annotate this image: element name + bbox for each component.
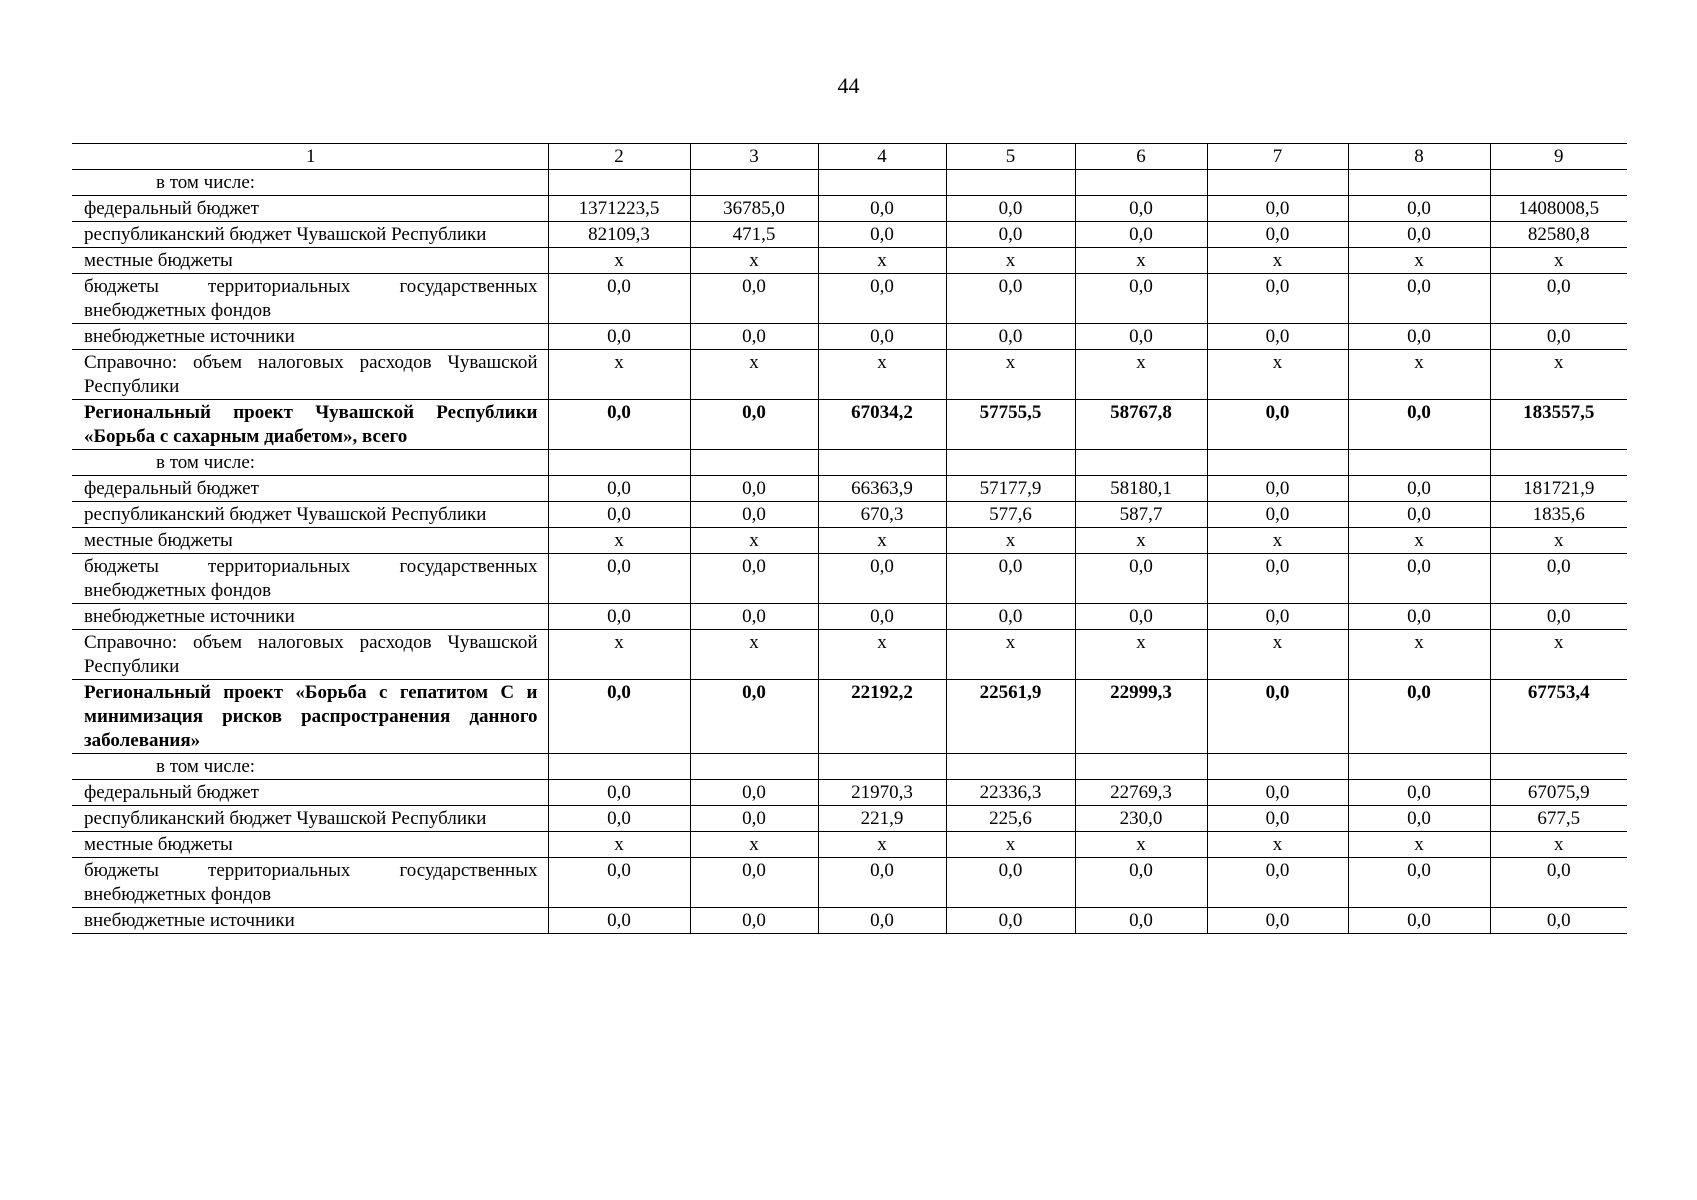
value-cell [1207,170,1348,196]
value-cell: 0,0 [1490,554,1627,604]
value-cell: х [690,630,818,680]
table-row [72,274,1627,324]
value-cell: 0,0 [548,324,690,350]
value-cell: 0,0 [690,476,818,502]
value-cell: 0,0 [1207,196,1348,222]
value-cell: 0,0 [818,324,946,350]
value-cell: 0,0 [1348,196,1490,222]
value-cell: 82109,3 [548,222,690,248]
table-row [72,324,1627,350]
value-cell: 0,0 [1207,222,1348,248]
value-cell: х [1348,630,1490,680]
value-cell [946,754,1075,780]
row-label: республиканский бюджет Чувашской Республики [72,502,548,528]
value-cell: х [1490,630,1627,680]
value-cell: 0,0 [818,858,946,908]
value-cell: 0,0 [1348,400,1490,450]
table-row [72,222,1627,248]
value-cell: 0,0 [1207,324,1348,350]
table-row [72,554,1627,604]
value-cell: 0,0 [1075,324,1207,350]
value-cell: х [548,528,690,554]
value-cell: 183557,5 [1490,400,1627,450]
value-cell: 0,0 [1348,780,1490,806]
table-row [72,908,1627,934]
value-cell: 0,0 [690,858,818,908]
value-cell: х [1207,248,1348,274]
value-cell: 670,3 [818,502,946,528]
value-cell: х [690,832,818,858]
value-cell: 22192,2 [818,680,946,754]
value-cell: 0,0 [1348,554,1490,604]
budget-table [72,143,1627,934]
value-cell: 67034,2 [818,400,946,450]
row-label: в том числе: [72,170,548,196]
value-cell: х [1075,248,1207,274]
value-cell: 0,0 [1207,554,1348,604]
value-cell: 0,0 [1348,806,1490,832]
value-cell [1075,754,1207,780]
value-cell: х [818,630,946,680]
column-header: 7 [1207,144,1348,170]
value-cell: х [946,248,1075,274]
value-cell: 57755,5 [946,400,1075,450]
value-cell: 0,0 [1348,680,1490,754]
value-cell: 57177,9 [946,476,1075,502]
value-cell: 0,0 [946,274,1075,324]
column-header: 2 [548,144,690,170]
value-cell: 67075,9 [1490,780,1627,806]
table-row [72,604,1627,630]
value-cell: 0,0 [1490,858,1627,908]
value-cell: 0,0 [690,680,818,754]
value-cell: 22769,3 [1075,780,1207,806]
value-cell [1207,450,1348,476]
value-cell: 21970,3 [818,780,946,806]
value-cell: 221,9 [818,806,946,832]
row-label: Справочно: объем налоговых расходов Чувашской Республики [72,630,548,680]
value-cell: х [1490,248,1627,274]
value-cell: 36785,0 [690,196,818,222]
row-label: бюджеты территориальных государственных внебюджетных фондов [72,274,548,324]
table-row [72,858,1627,908]
row-label: местные бюджеты [72,528,548,554]
value-cell: 0,0 [690,604,818,630]
table-body [72,144,1627,934]
value-cell [690,450,818,476]
value-cell: 0,0 [946,604,1075,630]
row-label: Справочно: объем налоговых расходов Чувашской Республики [72,350,548,400]
table-row [72,350,1627,400]
value-cell: 0,0 [1348,222,1490,248]
value-cell: 0,0 [946,554,1075,604]
value-cell [818,450,946,476]
table-row-subheading [72,170,1627,196]
value-cell: 0,0 [690,806,818,832]
value-cell: х [1348,528,1490,554]
value-cell: 0,0 [1207,858,1348,908]
table-row [72,780,1627,806]
value-cell: 0,0 [690,502,818,528]
value-cell: 67753,4 [1490,680,1627,754]
value-cell: 22336,3 [946,780,1075,806]
value-cell: 0,0 [818,196,946,222]
value-cell: 0,0 [818,604,946,630]
table-row-project-total [72,680,1627,754]
row-label: федеральный бюджет [72,780,548,806]
value-cell [946,450,1075,476]
value-cell: 0,0 [690,400,818,450]
row-label: федеральный бюджет [72,196,548,222]
value-cell: 58180,1 [1075,476,1207,502]
value-cell [1348,754,1490,780]
value-cell: х [1207,528,1348,554]
row-label: в том числе: [72,450,548,476]
value-cell: 0,0 [690,908,818,934]
value-cell: х [818,350,946,400]
value-cell: х [818,832,946,858]
value-cell: х [1348,832,1490,858]
table-row [72,248,1627,274]
value-cell: 0,0 [548,476,690,502]
value-cell [1490,170,1627,196]
table-row [72,630,1627,680]
value-cell: х [1075,832,1207,858]
table-row [72,196,1627,222]
value-cell: х [1490,350,1627,400]
value-cell: 0,0 [690,554,818,604]
value-cell: х [1348,350,1490,400]
value-cell: 0,0 [548,502,690,528]
value-cell [1348,450,1490,476]
value-cell [946,170,1075,196]
value-cell: 0,0 [548,554,690,604]
row-label: внебюджетные источники [72,604,548,630]
value-cell: х [1490,832,1627,858]
column-header: 9 [1490,144,1627,170]
row-label: в том числе: [72,754,548,780]
value-cell: х [946,350,1075,400]
value-cell: 230,0 [1075,806,1207,832]
value-cell: 0,0 [1075,908,1207,934]
value-cell: 0,0 [946,196,1075,222]
value-cell: 0,0 [1348,476,1490,502]
value-cell: х [1075,350,1207,400]
value-cell: 0,0 [690,274,818,324]
value-cell: 0,0 [1490,908,1627,934]
column-header: 8 [1348,144,1490,170]
value-cell: 0,0 [1490,274,1627,324]
value-cell: 0,0 [1075,604,1207,630]
value-cell: 0,0 [548,780,690,806]
value-cell [1490,754,1627,780]
value-cell: 0,0 [1075,554,1207,604]
row-label: внебюджетные источники [72,908,548,934]
value-cell: 0,0 [818,274,946,324]
value-cell: 181721,9 [1490,476,1627,502]
row-label: бюджеты территориальных государственных внебюджетных фондов [72,554,548,604]
table-row [72,528,1627,554]
value-cell: х [946,832,1075,858]
value-cell [1075,450,1207,476]
value-cell: х [548,350,690,400]
column-header: 3 [690,144,818,170]
value-cell [818,754,946,780]
value-cell: х [548,832,690,858]
value-cell: 22999,3 [1075,680,1207,754]
row-label: внебюджетные источники [72,324,548,350]
value-cell: 0,0 [818,554,946,604]
value-cell: 0,0 [548,806,690,832]
value-cell: 1371223,5 [548,196,690,222]
value-cell: 0,0 [1207,780,1348,806]
table-row-subheading [72,450,1627,476]
value-cell: 0,0 [946,222,1075,248]
column-header: 6 [1075,144,1207,170]
value-cell: х [690,248,818,274]
value-cell [818,170,946,196]
value-cell: х [548,630,690,680]
value-cell: 471,5 [690,222,818,248]
value-cell: 0,0 [548,858,690,908]
value-cell: 1835,6 [1490,502,1627,528]
value-cell: 577,6 [946,502,1075,528]
value-cell: 0,0 [1348,324,1490,350]
value-cell [1490,450,1627,476]
value-cell: 0,0 [1207,908,1348,934]
value-cell: 0,0 [1348,274,1490,324]
table-row [72,832,1627,858]
value-cell: 0,0 [1490,324,1627,350]
value-cell: х [1490,528,1627,554]
value-cell: х [946,528,1075,554]
row-label: местные бюджеты [72,248,548,274]
value-cell: 0,0 [946,324,1075,350]
value-cell [548,450,690,476]
value-cell: 0,0 [1348,908,1490,934]
table-row [72,476,1627,502]
value-cell: х [1207,350,1348,400]
value-cell: 0,0 [1075,274,1207,324]
value-cell: х [1075,528,1207,554]
value-cell: х [690,350,818,400]
value-cell: х [1348,248,1490,274]
value-cell: 0,0 [818,908,946,934]
value-cell: 0,0 [1207,680,1348,754]
value-cell [1075,170,1207,196]
value-cell: 0,0 [946,858,1075,908]
table-row-subheading [72,754,1627,780]
value-cell: 0,0 [548,604,690,630]
value-cell: 677,5 [1490,806,1627,832]
row-label: федеральный бюджет [72,476,548,502]
value-cell: 0,0 [1207,274,1348,324]
value-cell [548,754,690,780]
value-cell: 0,0 [946,908,1075,934]
value-cell [548,170,690,196]
value-cell: 0,0 [1075,222,1207,248]
value-cell: 587,7 [1075,502,1207,528]
table-row [72,502,1627,528]
table-row [72,806,1627,832]
value-cell: 0,0 [1075,858,1207,908]
value-cell: 0,0 [548,908,690,934]
value-cell: х [1207,832,1348,858]
value-cell: 0,0 [548,274,690,324]
value-cell: 0,0 [690,324,818,350]
value-cell: 0,0 [1348,502,1490,528]
column-header: 4 [818,144,946,170]
value-cell: 0,0 [1207,476,1348,502]
row-label: местные бюджеты [72,832,548,858]
value-cell: х [818,528,946,554]
value-cell: 22561,9 [946,680,1075,754]
value-cell: 0,0 [548,400,690,450]
value-cell: х [1207,630,1348,680]
value-cell [1207,754,1348,780]
column-header: 5 [946,144,1075,170]
value-cell: 0,0 [1207,604,1348,630]
page-number: 44 [837,73,860,98]
value-cell: 0,0 [1490,604,1627,630]
column-header: 1 [72,144,548,170]
value-cell: 66363,9 [818,476,946,502]
value-cell: 0,0 [690,780,818,806]
value-cell [690,754,818,780]
row-label: республиканский бюджет Чувашской Республики [72,222,548,248]
row-label: бюджеты территориальных государственных внебюджетных фондов [72,858,548,908]
value-cell: 0,0 [818,222,946,248]
table-row-project-total [72,400,1627,450]
value-cell: 0,0 [1075,196,1207,222]
value-cell: х [946,630,1075,680]
value-cell: 0,0 [548,680,690,754]
value-cell: х [690,528,818,554]
value-cell: 0,0 [1348,858,1490,908]
value-cell: 225,6 [946,806,1075,832]
value-cell: х [818,248,946,274]
value-cell: х [1075,630,1207,680]
row-label: республиканский бюджет Чувашской Республики [72,806,548,832]
value-cell [1348,170,1490,196]
value-cell: 0,0 [1207,502,1348,528]
column-header-row [72,144,1627,170]
row-label: Региональный проект «Борьба с гепатитом С и минимизация рисков распространения данного заболевания» [72,680,548,754]
value-cell: 82580,8 [1490,222,1627,248]
value-cell: 1408008,5 [1490,196,1627,222]
value-cell: х [548,248,690,274]
row-label: Региональный проект Чувашской Республики «Борьба с сахарным диабетом», всего [72,400,548,450]
value-cell [690,170,818,196]
value-cell: 0,0 [1207,806,1348,832]
value-cell: 0,0 [1207,400,1348,450]
value-cell: 0,0 [1348,604,1490,630]
value-cell: 58767,8 [1075,400,1207,450]
